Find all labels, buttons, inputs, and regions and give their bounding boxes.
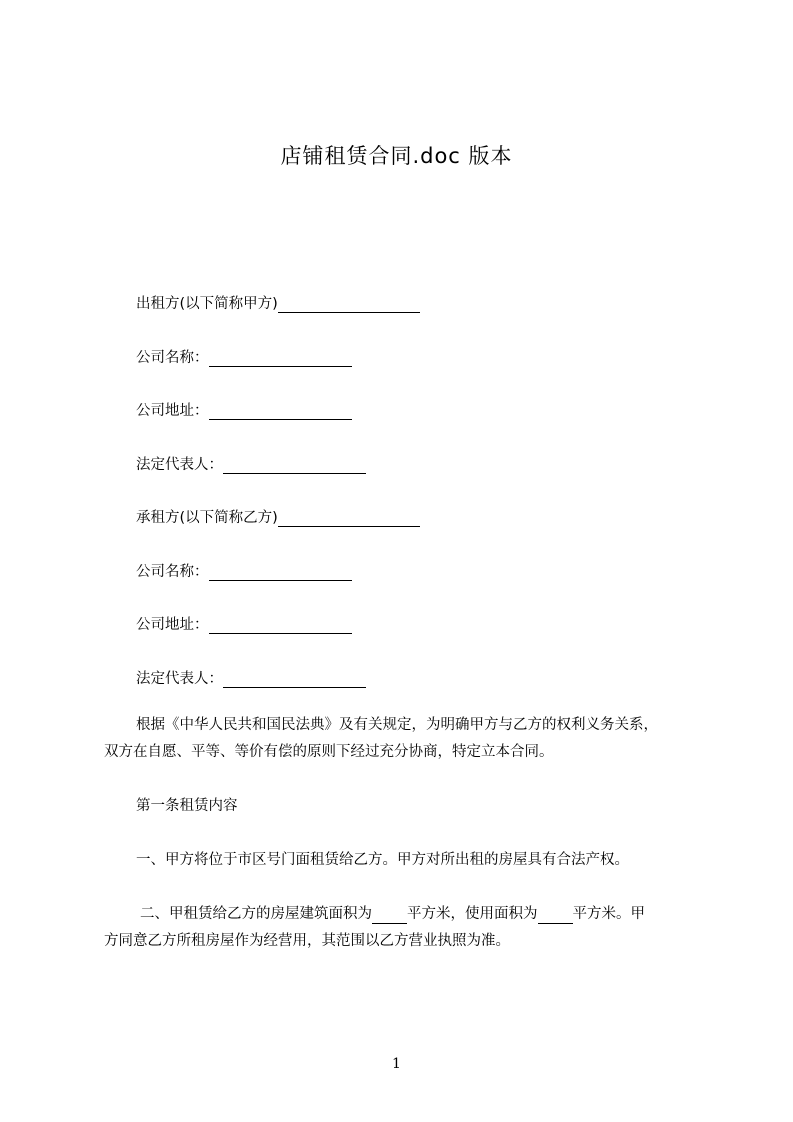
page-number: 1 (392, 1056, 401, 1072)
party-b-company-address-blank (209, 619, 352, 634)
article-1-heading: 第一条租赁内容 (136, 798, 238, 814)
party-a-company-address-blank (209, 405, 352, 420)
clause-2-text-part-3: 平方米。甲 (572, 906, 645, 922)
party-a-heading: 出租方(以下简称甲方) (136, 296, 278, 312)
party-b-company-address-label: 公司地址： (136, 617, 209, 633)
party-a-company-address-label: 公司地址： (136, 403, 209, 419)
party-a-legal-rep-blank (223, 459, 366, 474)
party-b-heading: 承租方(以下简称乙方) (136, 510, 278, 526)
party-b-company-name-label: 公司名称： (136, 564, 209, 580)
clause-2-text-part-2: 平方米，使用面积为 (407, 906, 538, 922)
party-a-legal-rep-line (136, 453, 366, 474)
preamble-line-2: 双方在自愿、平等、等价有偿的原则下经过充分协商，特定立本合同。 (104, 744, 554, 760)
building-area-blank (372, 906, 407, 924)
party-a-legal-rep-label: 法定代表人： (136, 457, 223, 473)
party-b-company-name-line (136, 560, 352, 581)
party-b-legal-rep-label: 法定代表人： (136, 671, 223, 687)
party-a-company-name-blank (209, 352, 352, 367)
party-b-heading-line (136, 506, 420, 527)
party-b-company-address-line (136, 613, 352, 634)
party-b-company-name-blank (209, 566, 352, 581)
party-a-company-address-line (136, 399, 352, 420)
article-1-clause-1: 一、甲方将位于市区号门面租赁给乙方。甲方对所出租的房屋具有合法产权。 (136, 852, 629, 868)
article-1-clause-2-line-2: 方同意乙方所租房屋作为经营用，其范围以乙方营业执照为准。 (104, 933, 510, 949)
party-a-blank (278, 298, 420, 313)
party-b-blank (278, 512, 420, 527)
party-b-legal-rep-line (136, 667, 366, 688)
party-b-legal-rep-blank (223, 673, 366, 688)
article-1-clause-2-line-1 (140, 901, 645, 928)
party-a-company-name-line (136, 346, 352, 367)
preamble-line-1: 根据《中华人民共和国民法典》及有关规定，为明确甲方与乙方的权利义务关系， (136, 717, 658, 733)
usable-area-blank (538, 906, 573, 924)
party-a-company-name-label: 公司名称： (136, 350, 209, 366)
document-title: 店铺租赁合同.doc 版本 (280, 144, 513, 168)
party-a-heading-line (136, 292, 420, 313)
clause-2-text-part-1: 二、甲租赁给乙方的房屋建筑面积为 (140, 906, 372, 922)
